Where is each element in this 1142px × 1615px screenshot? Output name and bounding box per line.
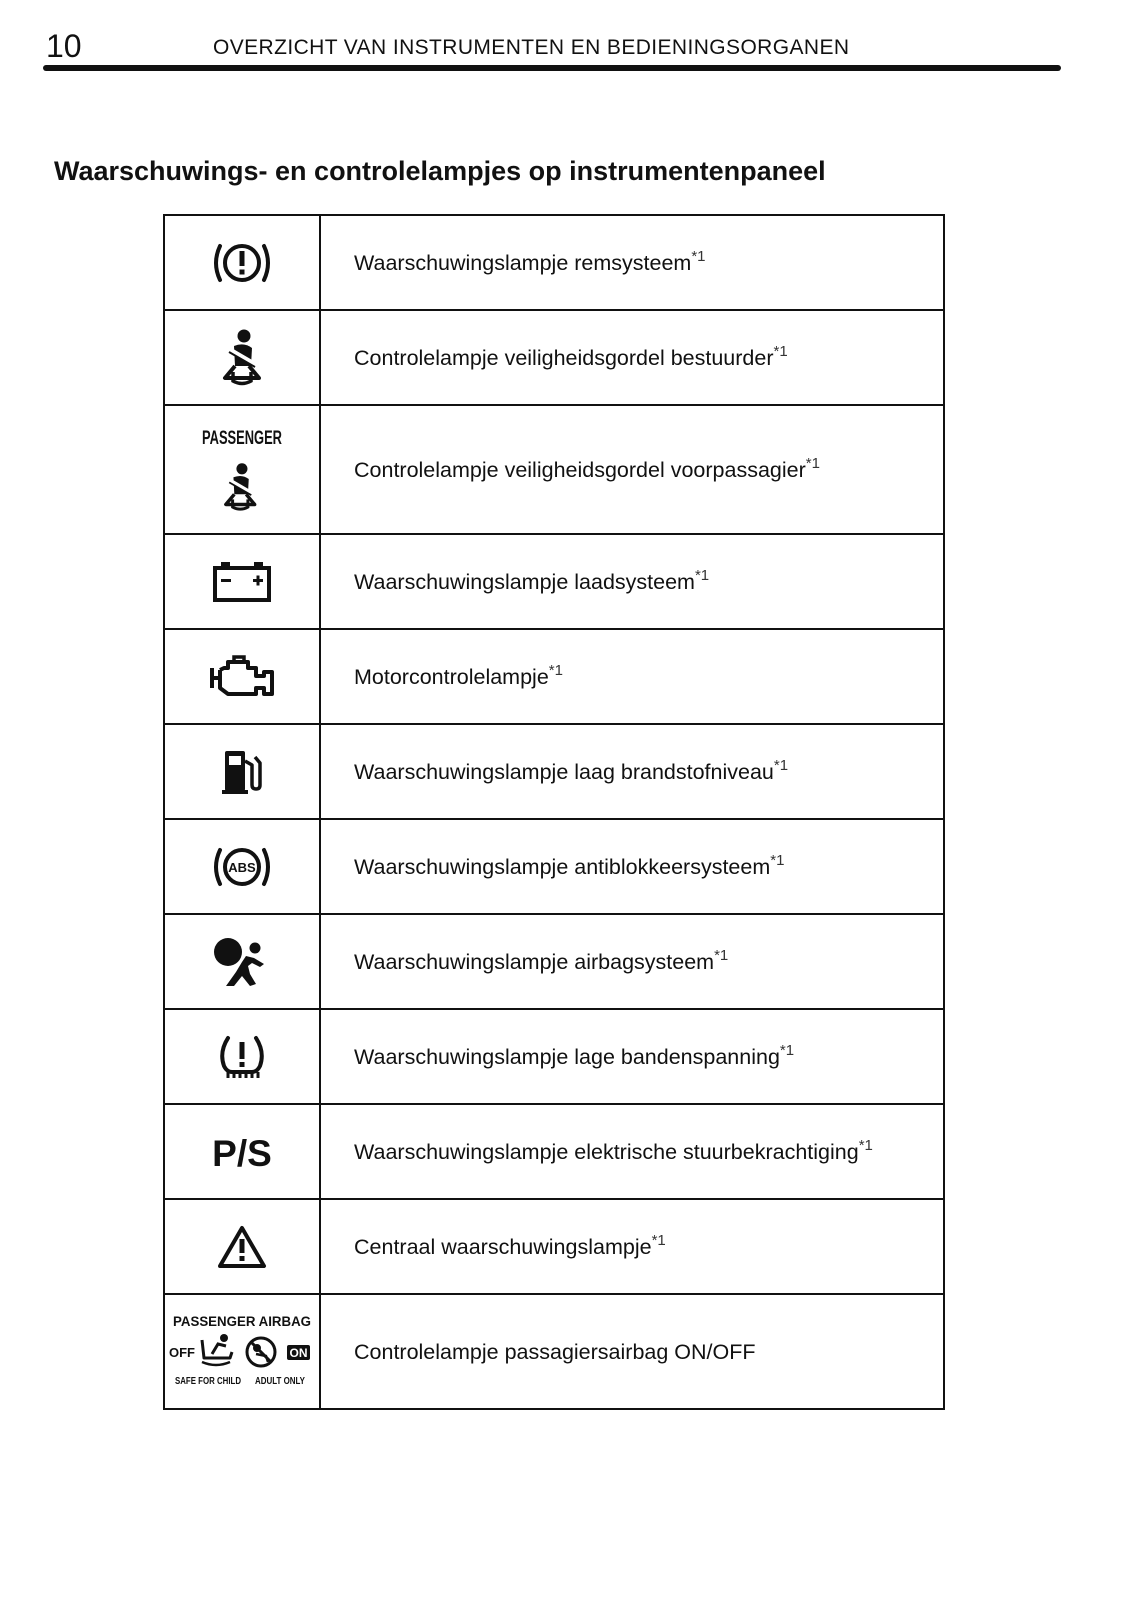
table-row xyxy=(164,534,944,629)
footnote-marker: *1 xyxy=(773,342,788,360)
table-row xyxy=(164,819,944,914)
footnote-marker: *1 xyxy=(691,247,706,265)
table-row xyxy=(164,914,944,1009)
icon-cell xyxy=(164,914,320,1009)
engine-icon xyxy=(208,654,276,700)
child-seat-icon xyxy=(202,1334,232,1365)
table-row xyxy=(164,215,944,310)
abs-icon xyxy=(210,842,274,892)
description-cell xyxy=(320,1009,944,1104)
icon-cell xyxy=(164,534,320,629)
header-rule xyxy=(43,65,1061,71)
fuel-pump-icon xyxy=(219,747,265,797)
icon-cell xyxy=(164,1294,320,1409)
power-steering-icon xyxy=(202,1130,282,1174)
lamp-description: Waarschuwingslampje elektrische stuurbekrachtiging xyxy=(354,1139,859,1164)
lamp-description: Waarschuwingslampje laag brandstofniveau xyxy=(354,759,774,784)
description-cell xyxy=(320,1294,944,1409)
adult-only-caption: ADULT ONLY xyxy=(255,1375,306,1387)
footnote-marker: *1 xyxy=(714,946,729,964)
table-row xyxy=(164,405,944,534)
footnote-marker: *1 xyxy=(805,454,820,472)
icon-cell xyxy=(164,1199,320,1294)
passenger-label: PASSENGER xyxy=(202,427,283,449)
lamp-description: Controlelampje passagiersairbag ON/OFF xyxy=(354,1339,756,1364)
table-row xyxy=(164,310,944,405)
description-cell xyxy=(320,819,944,914)
master-warning-icon xyxy=(216,1224,268,1270)
passenger-seatbelt-icon xyxy=(197,426,287,514)
airbag-off-icon xyxy=(247,1338,275,1366)
description-cell xyxy=(320,914,944,1009)
lamp-description: Waarschuwingslampje airbagsysteem xyxy=(354,949,715,974)
abs-label: ABS xyxy=(228,859,256,875)
footnote-marker: *1 xyxy=(858,1136,873,1154)
footnote-marker: *1 xyxy=(773,756,789,774)
footnote-marker: *1 xyxy=(548,661,563,679)
icon-cell xyxy=(164,310,320,405)
off-label: OFF xyxy=(169,1344,195,1360)
lamp-description: Waarschuwingslampje remsysteem xyxy=(354,250,692,275)
power-steering-label: P/S xyxy=(212,1132,272,1174)
battery-icon xyxy=(210,560,274,604)
lamp-description: Waarschuwingslampje lage bandenspanning xyxy=(354,1044,780,1069)
footnote-marker: *1 xyxy=(651,1231,666,1249)
lamp-description: Waarschuwingslampje antiblokkeersysteem xyxy=(354,854,771,879)
description-cell xyxy=(320,1199,944,1294)
table-row xyxy=(164,1104,944,1199)
running-head: OVERZICHT VAN INSTRUMENTEN EN BEDIENINGSORGANEN xyxy=(213,36,850,59)
description-cell xyxy=(320,534,944,629)
lamp-description: Centraal waarschuwingslampje xyxy=(354,1234,652,1259)
footnote-marker: *1 xyxy=(770,851,785,869)
lamp-description: Motorcontrolelampje xyxy=(354,664,549,689)
lamp-description: Controlelampje veiligheidsgordel voorpassagier xyxy=(354,457,806,482)
description-cell xyxy=(320,405,944,534)
description-cell xyxy=(320,724,944,819)
seatbelt-icon xyxy=(217,328,267,388)
footnote-marker: *1 xyxy=(779,1041,795,1059)
brake-warning-icon xyxy=(210,238,274,288)
table-row xyxy=(164,1199,944,1294)
airbag-icon xyxy=(212,934,272,990)
table-row xyxy=(164,724,944,819)
icon-cell xyxy=(164,629,320,724)
on-label: ON xyxy=(289,1345,308,1360)
icon-cell xyxy=(164,215,320,310)
section-title: Waarschuwings- en controlelampjes op instrumentenpaneel xyxy=(54,156,826,186)
description-cell xyxy=(320,629,944,724)
table-row xyxy=(164,1294,944,1409)
description-cell xyxy=(320,310,944,405)
passenger-airbag-icon xyxy=(168,1312,316,1392)
lamp-description: Waarschuwingslampje laadsysteem xyxy=(354,569,695,594)
lamp-description: Controlelampje veiligheidsgordel bestuurder xyxy=(354,345,774,370)
safe-for-child-caption: SAFE FOR CHILD xyxy=(175,1375,241,1387)
table-row xyxy=(164,1009,944,1104)
description-cell xyxy=(320,215,944,310)
page-number: 10 xyxy=(46,28,82,64)
icon-cell xyxy=(164,1009,320,1104)
passenger-airbag-title: PASSENGER AIRBAG xyxy=(173,1313,311,1329)
table-row xyxy=(164,629,944,724)
icon-cell xyxy=(164,724,320,819)
tire-pressure-icon xyxy=(216,1032,268,1082)
icon-cell xyxy=(164,1104,320,1199)
lamp-table xyxy=(163,214,945,1410)
description-cell xyxy=(320,1104,944,1199)
icon-cell xyxy=(164,819,320,914)
footnote-marker: *1 xyxy=(694,566,710,584)
icon-cell xyxy=(164,405,320,534)
